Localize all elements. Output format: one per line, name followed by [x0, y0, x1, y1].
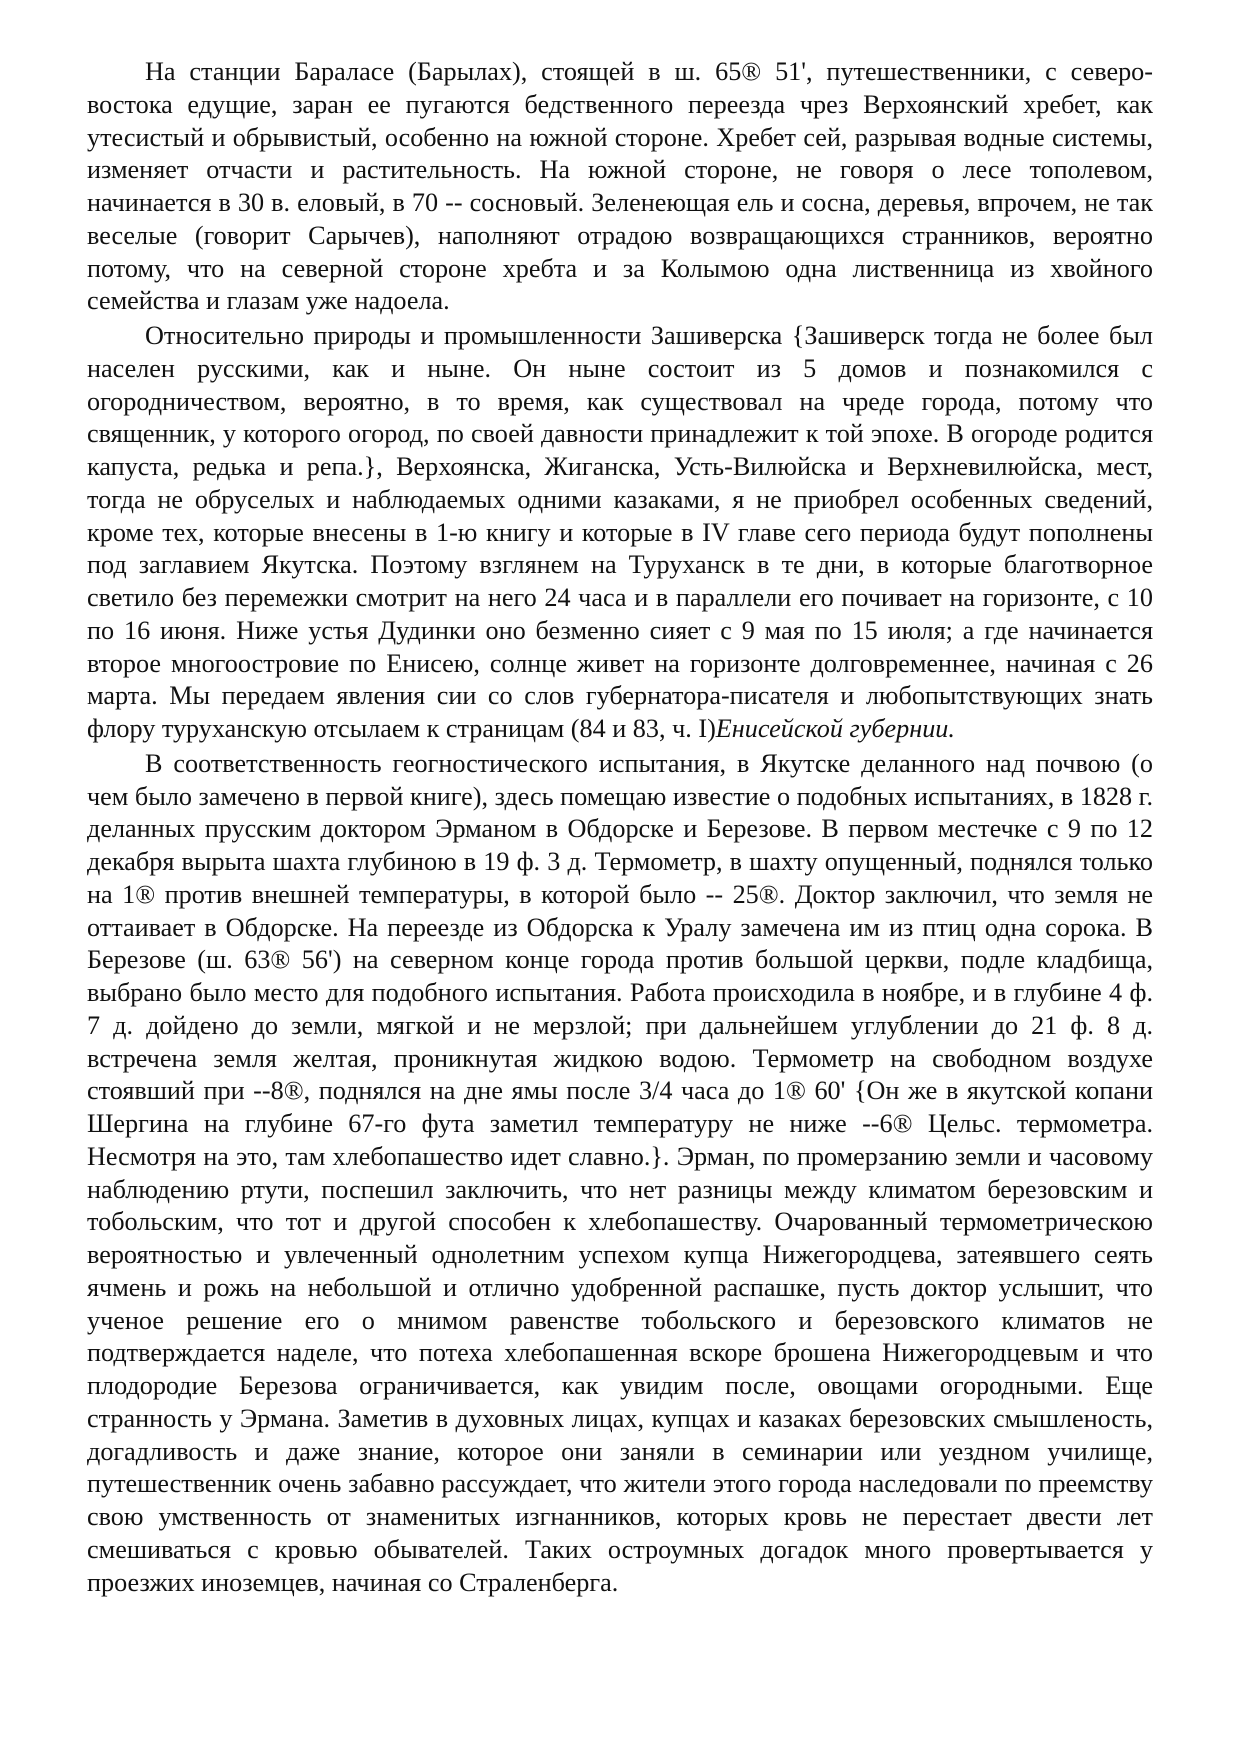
paragraph-3-text: В соответственность геогностического испытания, в Якутске деланного над почвою (о чем было замечено в первой книге), здесь помещаю известие о подобных испытаниях, в 1828 г. деланных прусским доктором Эрманом в Обдорске и Березове. В первом местечке с 9 по 12 декабря вырыта шахта глубиною в 19 ф. 3 д. Термометр, в шахту опущенный, поднялся только на 1® против внешней температуры, в которой было -- 25®. Доктор заключил, что земля не оттаивает в Обдорске. На переезде из Обдорска к Уралу замечена им из птиц одна сорока. В Березове (ш. 63® 56') на северном конце города против большой церкви, подле кладбища, выбрано было место для подобного испытания. Работа происходила в ноябре, и в глубине 4 ф. 7 д. дойдено до земли, мягкой и не мерзлой; при дальнейшем углублении до 21 ф. 8 д. встречена земля желтая, проникнутая жидкою водою. Термометр на свободном воздухе стоявший при --8®, поднялся на дне ямы после 3/4 часа до 1® 60' {Он же в якутской копани Шергина на глубине 67-го фута заметил температуру не ниже --6® Цельс. термометра. Несмотря на это, там хлебопашество идет славно.}. Эрман, по промерзанию земли и часовому наблюдению ртути, поспешил заключить, что нет разницы между климатом березовским и тобольским, что тот и другой способен к хлебопашеству. Очарованный термометрическою вероятностью и увлеченный однолетним успехом купца Нижегородцева, затеявшего сеять ячмень и рожь на небольшой и отлично удобренной распашке, пусть доктор услышит, что ученое решение его о мнимом равенстве тобольского и березовского климатов не подтверждается наделе, что потеха хлебопашенная вскоре брошена Нижегородцевым и что плодородие Березова ограничивается, как увидим после, овощами огородными. Еще странность у Эрмана. Заметив в духовных лицах, купцах и казаках березовских смышленость, догадливость и даже знание, которое они заняли в семинарии или уездном училище, путешественник очень забавно рассуждает, что жители этого города наследовали по преемству свою умственность от знаменитых изгнанников, которых кровь не перестает двести лет смешиваться с кровью обывателей. Таких остроумных догадок много провертывается у проезжих иноземцев, начиная со Страленберга.	[87, 748, 1154, 1597]
paragraph-2	[87, 320, 1153, 746]
paragraph-2-italic-title: Енисейской губернии.	[715, 714, 955, 743]
paragraph-2-text: Относительно природы и промышленности Зашиверска {Зашиверск тогда не более был населен русскими, как и ныне. Он ныне состоит из 5 домов и познакомился с огородничеством, вероятно, в то время, как существовал на чреде города, потому что священник, у которого огород, по своей давности принадлежит к той эпохе. В огороде родится капуста, редька и репа.}, Верхоянска, Жиганска, Усть-Вилюйска и Верхневилюйска, мест, тогда не обруселых и наблюдаемых одними казаками, я не приобрел особенных сведений, кроме тех, которые внесены в 1-ю книгу и которые в IV главе сего периода будут пополнены под заглавием Якутска. Поэтому взглянем на Туруханск в те дни, в которые благотворное светило без перемежки смотрит на него 24 часа и в параллели его почивает на горизонте, с 10 по 16 июня. Ниже устья Дудинки оно безменно сияет с 9 мая по 15 июля; а где начинается второе многоостровие по Енисею, солнце живет на горизонте долговременнее, начиная с 26 марта. Мы передаем явления сии со слов губернатора-писателя и любопытствующих знать флору туруханскую отсылаем к страницам (84 и 83, ч. I)	[87, 321, 1153, 743]
paragraph-1-text: На станции Бараласе (Барылах), стоящей в ш. 65® 51', путешественники, с северо-востока едущие, заран ее пугаются бедственного переезда чрез Верхоянский хребет, как утесистый и обрывистый, особенно на южной стороне. Хребет сей, разрывая водные системы, изменяет отчасти и растительность. На южной стороне, не говоря о лесе тополевом, начинается в 30 в. еловый, в 70 -- сосновый. Зеленеющая ель и сосна, деревья, впрочем, не так веселые (говорит Сарычев), наполняют отрадою возвращающихся странников, вероятно потому, что на северной стороне хребта и за Колымою одна лиственница из хвойного семейства и глазам уже надоела.	[87, 57, 1153, 316]
document-page	[87, 56, 1153, 1599]
paragraph-3	[87, 748, 1153, 1600]
paragraph-1	[87, 56, 1153, 318]
